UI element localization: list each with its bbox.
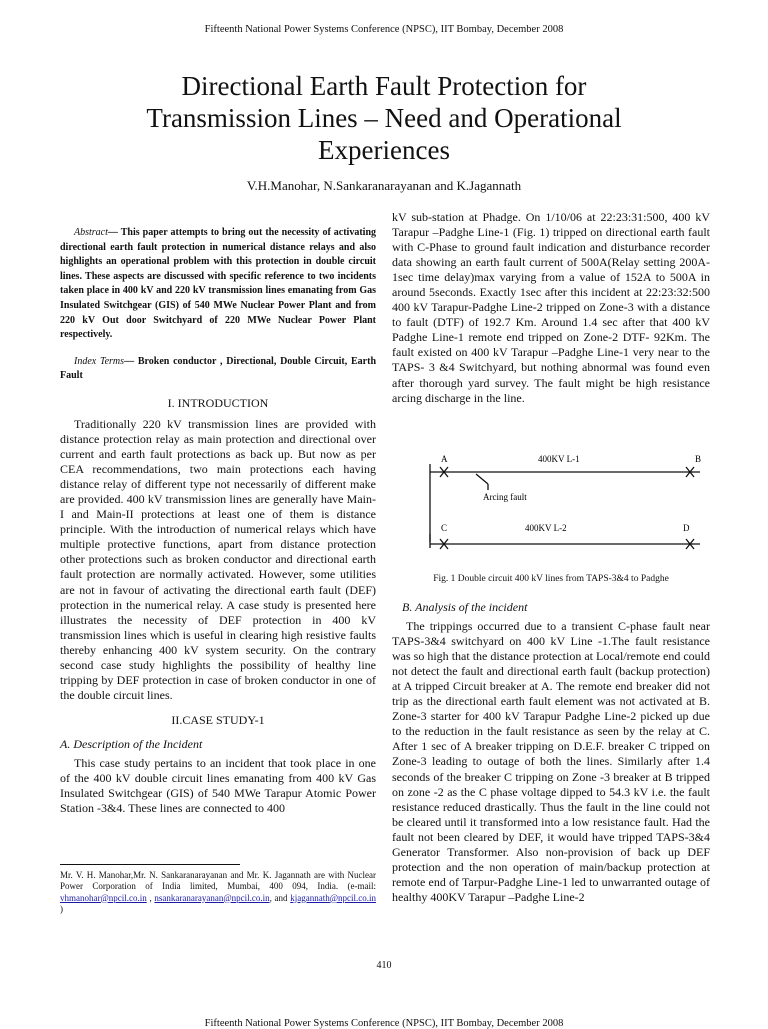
section-heading-introduction: I. INTRODUCTION — [167, 395, 269, 410]
figure-line-label: 400KV L-1 — [538, 454, 580, 464]
page-number: 410 — [376, 960, 392, 971]
figure-label-d: D — [683, 523, 690, 533]
description-body-left: This case study pertains to an incident that took place in one of the 400 kV double circuit lines emanating from 400 kV Gas Insulated Switchgear (GIS) of 540 MWe Tarapur Atomic Power Station -3&4. These lines are connected to 400 — [60, 755, 376, 816]
paper-title — [40, 70, 728, 166]
figure-caption: Fig. 1 Double circuit 400 kV lines from TAPS-3&4 to Padghe — [433, 574, 669, 584]
figure-lower-line — [410, 534, 710, 556]
figure-label-b: B — [695, 454, 702, 464]
section-heading-case-study: II.CASE STUDY-1 — [171, 712, 265, 727]
introduction-body: Traditionally 220 kV transmission lines are provided with distance protection relay as main protection and directional over current and earth fault protections as back up. But now as per CEA recommendations, two main protections each having distance relay of different type not necessarily of different make are provided. 400 kV transmission lines are generally have Main-I and Main-II protections at least one of them is distance principle. With the introduction of numerical relays which have multiple protective functions, apart from distance protection other protections such as broken conductor and directional earth fault protection are normally activated. However, some utilities are not in favour of activating the directional earth fault (DEF) protection in the numerical relay. A case study is presented here illustrates the necessity of DEF protection in 400 kV transmission lines which is useful in clearing high resistive faults thereby enhancing 400 kV system security. On the contrary second case study highlights the possibility of healthy line tripping by DEF protection in case of broken conductor in one of the double circuit lines. — [60, 416, 376, 702]
figure-diagram — [410, 452, 710, 542]
running-footer: Fifteenth National Power Systems Conference (NPSC), IIT Bombay, December 2008 — [204, 1018, 564, 1029]
email-link[interactable]: nsankaranarayanan@npcil.co.in — [154, 892, 270, 903]
authors: V.H.Manohar, N.Sankaranarayanan and K.Jagannath — [246, 178, 522, 193]
index-terms-dash: — — [124, 355, 138, 367]
index-terms-text: Broken conductor , Directional, Double Circuit, Earth Fault — [60, 355, 377, 382]
description-body-right: kV sub-station at Phadge. On 1/10/06 at 22:23:31:500, 400 kV Tarapur –Padghe Line-1 (Fig. 1) tripped on directional earth fault with C-Phase to ground fault indication and disturbance recorder data showing an earth fault current of 500A(Relay setting 200A-1sec time delay)max varying from a value of 152A to 500A in around 5seconds. Exactly 1sec after this incident at 22:23:32:500 400 kV Tarapur-Padghe Line-2 tripped on Zone-3 with a distance to fault (DTF) of 192.7 Km. Around 1.4 sec after that 400 kV Padghe Line-1 remote end tripped on Zone-2 DTF- 92Km. The fault existed on 400 kV Tarapur –Padghe Line-1 very near to the TAPS- 3 &4 Switchyard, but nothing abnormal was found even after thorough yard survey. The fault might be high resistance arcing discharge in the line. — [392, 210, 710, 405]
running-header: Fifteenth National Power Systems Conference (NPSC), IIT Bombay, December 2008 — [204, 24, 564, 35]
subsection-heading-description: A. Description of the Incident — [60, 736, 203, 751]
figure-label-c: C — [441, 523, 448, 533]
footnote-rule — [60, 864, 240, 865]
index-terms-label: Index Terms — [74, 355, 125, 367]
title-line: Transmission Lines – Need and Operational — [146, 103, 622, 133]
right-column-lower — [392, 600, 710, 905]
left-column — [60, 226, 376, 816]
subsection-heading-analysis: B. Analysis of the incident — [402, 600, 528, 614]
analysis-body: The trippings occurred due to a transient C-phase fault near TAPS-3&4 switchyard on 400 kV Line -1.The fault resistance was so high that the distance protection at Local/remote end could not detect the fault and directional earth fault (backup protection) at A tripped Circuit breaker at A. The remote end breaker did not trip as the directional earth fault element was not activated at B. Zone-3 starter for 400 kV Tarapur Padghe Line-2 picked up due to the reduction in the fault resistance as seen by the relay at C. After 1 sec of A breaker tripping on D.E.F. breaker C tripped on Zone-3 leading to outage of both the lines. Similarly after 1.4 seconds of the breaker C tripping on Zone -3 breaker at B tripped on zone -2 as the C phase voltage dipped to 54.3 kV i.e. the fault resistance reduced drastically. Thus the fault in the line could not be cleared until it transformed into a low resistance fault. Had the fault not been cleared by DEF, it would have tripped TAPS-3&4 Generator Transformer. Also non-provision of back up DEF protection and the non operation of main/backup protection at remote end of Tarpur-Padghe Line-1 led to unwarranted outage of healthy 400KV Tarapur –Padghe Line-2 — [392, 619, 710, 904]
abstract — [60, 226, 376, 343]
abstract-text: This paper attempts to bring out the necessity of activating directional earth fault protection in numerical distance relays and also highlights an operational problem with this protection in double circuit lines. These aspects are discussed with specific reference to two incidents taken place in 400 kV and 220 kV transmission lines emanating from Gas Insulated Switchgear (GIS) of 540 MWe Nuclear Power Plant and from 220 kV Out door Switchyard of 220 MWe Nuclear Power Plant respectively. — [60, 227, 377, 341]
arcing-fault-label: Arcing fault — [483, 492, 527, 502]
fault-icon — [476, 474, 488, 484]
footnote-text: Mr. V. H. Manohar,Mr. N. Sankaranarayanan and Mr. K. Jagannath are with Nuclear Power Corporation of India limited, Mumbai, 400 094, India. (e-mail: — [60, 870, 376, 892]
footnote-separator: , and — [269, 892, 291, 903]
abstract-label: Abstract — [74, 227, 108, 238]
right-column — [392, 210, 710, 406]
footnote — [60, 870, 376, 915]
figure-label-a: A — [441, 454, 448, 464]
figure-line-label: 400KV L-2 — [525, 523, 567, 533]
abstract-dash: — — [107, 227, 121, 238]
email-link[interactable]: kjagannath@npcil.co.in — [290, 892, 376, 903]
footnote-close: ) — [60, 903, 63, 914]
title-line: Directional Earth Fault Protection for — [181, 71, 587, 101]
index-terms — [60, 355, 376, 384]
footnote-separator: , — [146, 892, 155, 903]
email-link[interactable]: vhmanohar@npcil.co.in — [60, 892, 147, 903]
title-line: Experiences — [318, 135, 450, 165]
